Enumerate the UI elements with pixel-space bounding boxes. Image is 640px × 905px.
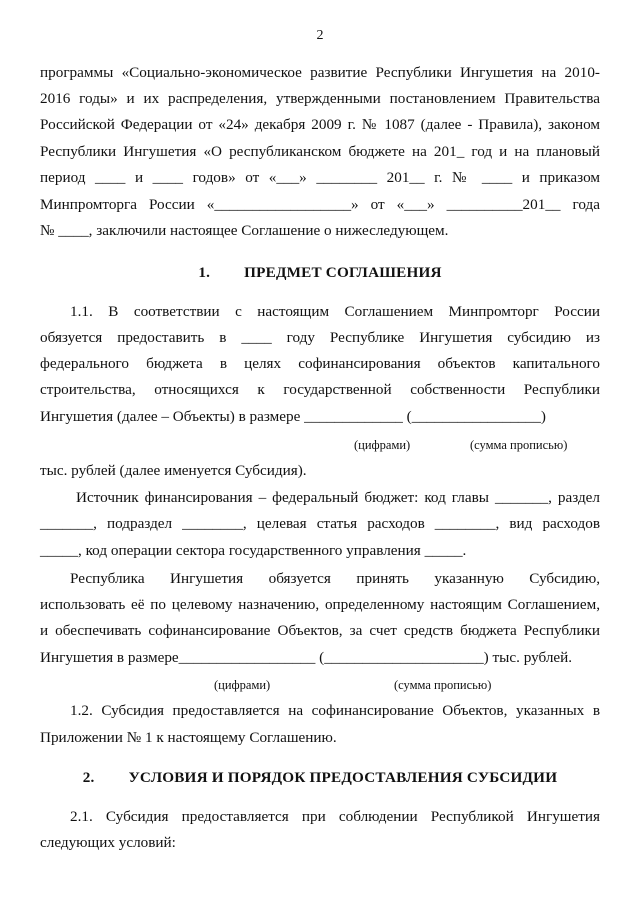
paragraph-line: использовать её по целевому назначению, определенному настоящим Соглашением,: [40, 596, 600, 613]
paragraph-line: _____, код операции сектора государственного управления _____.: [40, 542, 467, 559]
intro-line: № ____, заключили настоящее Соглашение о нижеследующем.: [40, 222, 449, 239]
paragraph-line: следующих условий:: [40, 834, 176, 851]
paragraph-line: 1.2. Субсидия предоставляется на софинансирование Объектов, указанных в: [70, 702, 600, 719]
section-number: 1.: [198, 264, 211, 281]
section-number: 2.: [82, 769, 95, 786]
paragraph-line: Республика Ингушетия обязуется принять указанную Субсидию,: [70, 570, 600, 587]
intro-line: период ____ и ____ годов» от «___» ________ 201__ г. № ____ и приказом: [40, 169, 600, 186]
intro-line: Российской Федерации от «24» декабря 2009 г. № 1087 (далее - Правила), законом: [40, 116, 600, 133]
paragraph-line: _______, подраздел ________, целевая статья расходов ________, вид расходов: [40, 515, 600, 532]
paragraph-line: и обеспечивать софинансирование Объектов, за счет средств бюджета Республики: [40, 622, 600, 639]
paragraph-line: Ингушетия в размере__________________ (_____________________) тыс. рублей.: [40, 649, 573, 666]
intro-line: Республики Ингушетия «О республиканском бюджете на 201_ год и на плановый: [40, 143, 600, 160]
caption-digits: (цифрами): [354, 438, 411, 452]
caption-amount-words: (сумма прописью): [470, 438, 568, 452]
intro-line: Минпромторга России «__________________» от «___» __________201__ года: [40, 196, 600, 213]
intro-line: программы «Социально-экономическое развитие Республики Ингушетия на 2010-: [40, 64, 600, 81]
paragraph-line: Приложении № 1 к настоящему Соглашению.: [40, 729, 337, 746]
paragraph-line: 1.1. В соответствии с настоящим Соглашением Минпромторг России: [70, 303, 600, 320]
paragraph-line: обязуется предоставить в ____ году Республике Ингушетия субсидию из: [40, 329, 600, 346]
paragraph-line: 2.1. Субсидия предоставляется при соблюдении Республикой Ингушетия: [70, 808, 600, 825]
paragraph-line: Ингушетия (далее – Объекты) в размере _____________ (_________________): [40, 408, 546, 425]
page-number: 2: [316, 28, 324, 43]
paragraph-line: тыс. рублей (далее именуется Субсидия).: [40, 462, 307, 479]
caption-digits: (цифрами): [214, 678, 271, 692]
section-heading: [0, 264, 640, 282]
section-heading: [0, 769, 640, 787]
caption-amount-words: (сумма прописью): [394, 678, 492, 692]
intro-line: 2016 годы» и их распределения, утвержденными постановлением Правительства: [40, 90, 600, 107]
section-title: ПРЕДМЕТ СОГЛАШЕНИЯ: [244, 264, 442, 281]
paragraph-line: строительства, относящихся к государственной собственности Республики: [40, 381, 600, 398]
section-title: УСЛОВИЯ И ПОРЯДОК ПРЕДОСТАВЛЕНИЯ СУБСИДИИ: [128, 769, 558, 786]
paragraph-line: федерального бюджета в целях софинансирования объектов капитального: [40, 355, 600, 372]
paragraph-line: Источник финансирования – федеральный бюджет: код главы _______, раздел: [76, 489, 600, 506]
